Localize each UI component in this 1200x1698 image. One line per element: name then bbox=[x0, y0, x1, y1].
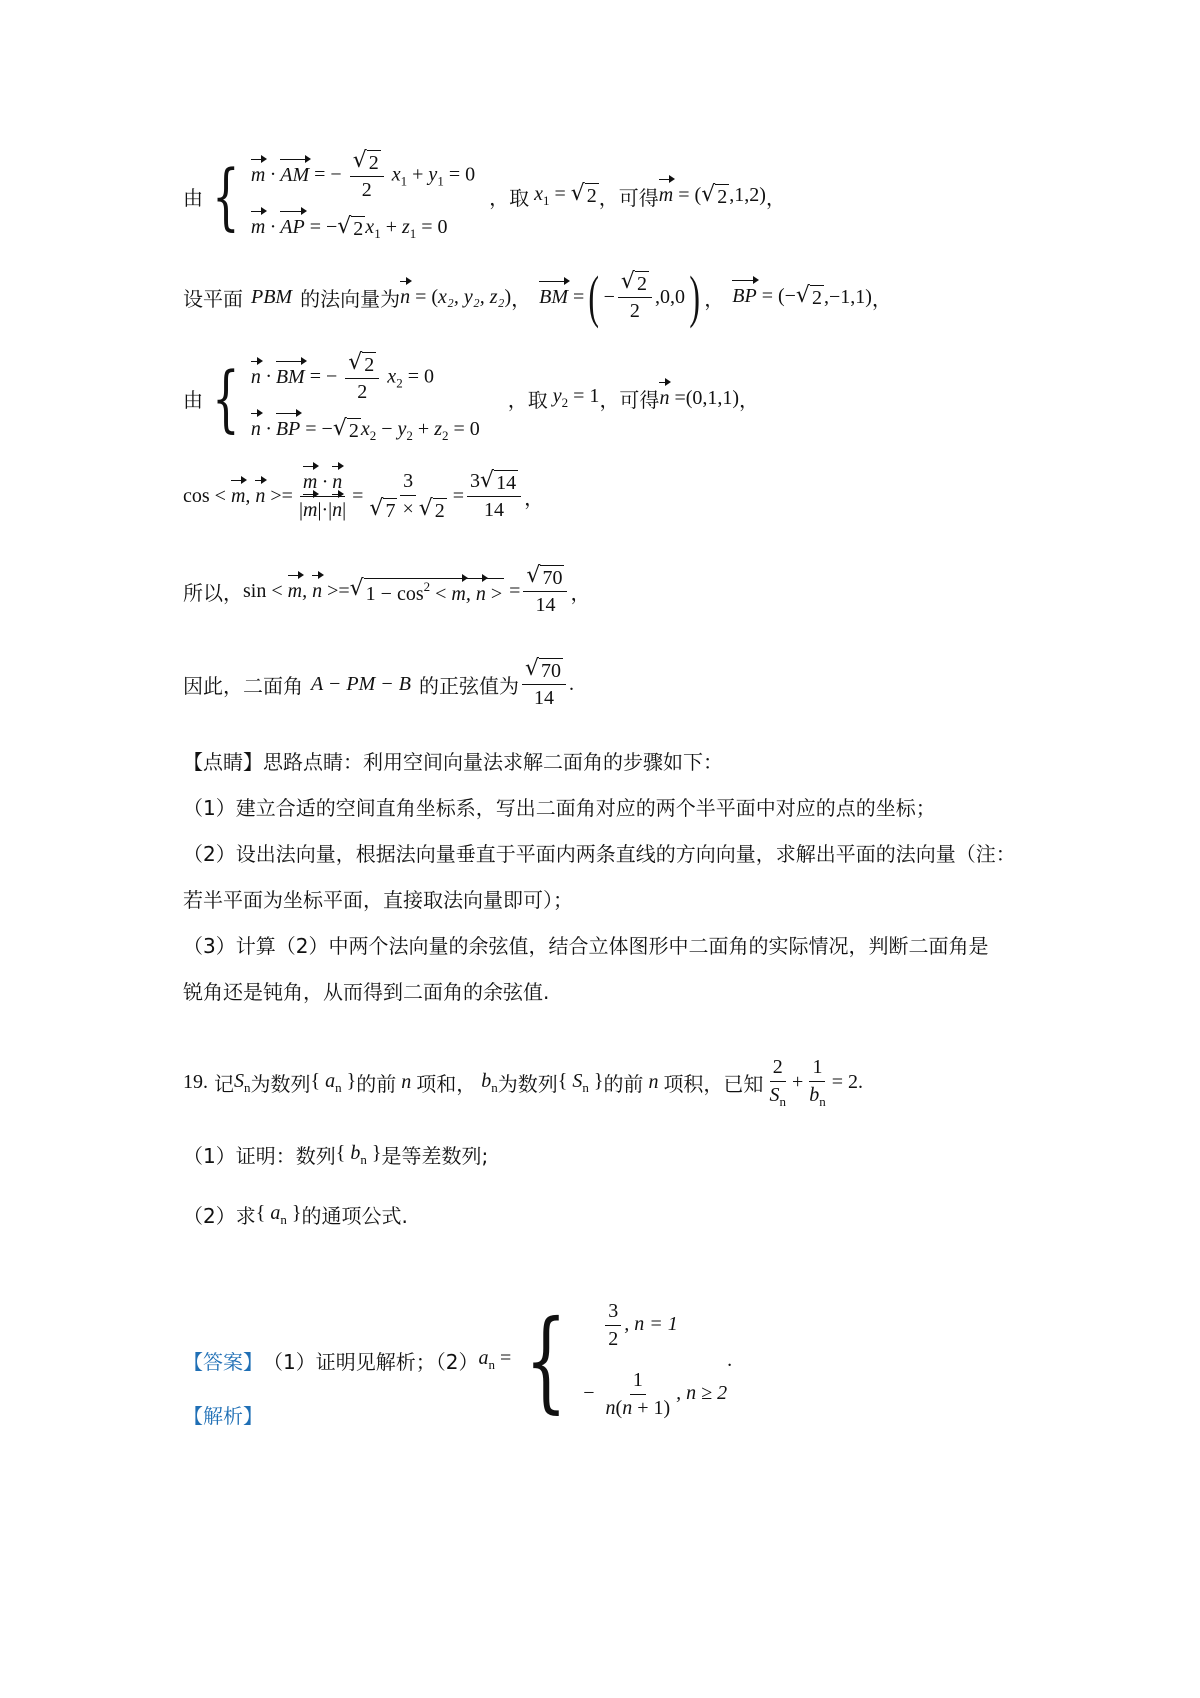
step-1: （1）建立合适的空间直角坐标系，写出二面角对应的两个半平面中对应的点的坐标； bbox=[183, 796, 936, 820]
text-get-n: ，可得 bbox=[599, 387, 660, 412]
text-take-y2: ，取 bbox=[507, 387, 548, 412]
sqrt-expression: √ $1 - \cos^2 < m$, n > bbox=[349, 575, 503, 605]
question-19: 19. 记 $S_n$ 为数列 { $a_n$ } 的前 n 项和， $b_n$ 为数列 { $S_n$ } 的前 n 项积，已知 $\frac{2}{S_n}$ + $\frac{1}{b_n}$ = 2 . bbox=[183, 1056, 863, 1109]
step-2a: （2）设出法向量，根据法向量垂直于平面内两条直线的方向向量，求解出平面的法向量（注： bbox=[183, 842, 1016, 866]
frac-1-over-bn: $\frac{1}{b_n}$ bbox=[809, 1056, 826, 1109]
frac-sqrt70-b: √ 70 14 bbox=[522, 658, 566, 710]
text-you-1: 由 bbox=[183, 185, 203, 210]
conclusion-line: 因此，二面角 A − PM − B 的正弦值为 √ 70 14 . bbox=[183, 656, 574, 709]
frac-3sqrt14: 3 √ 14 14 bbox=[467, 470, 521, 522]
left-brace: { bbox=[212, 154, 240, 238]
frac-2-over-sn: $\frac{2}{S_n}$ bbox=[769, 1056, 786, 1109]
cos-line: cos < m, n >= $\frac{m \cdot n}{|m|\cdot|n|}$ = 3 √ 7 × √ 2 = 3 √ 14 14 ， bbox=[183, 468, 545, 522]
frac-sqrt2-2: √ 2 2 bbox=[350, 150, 384, 202]
answer-piecewise: { $\frac{3}{2}$ , n = 1 − $\frac{1}{n(n + 1)}$ , n ≥ 2 bbox=[525, 1296, 728, 1424]
frac-bm: √ 2 2 bbox=[618, 271, 652, 323]
question-number: 19. bbox=[183, 1071, 208, 1094]
dihedral-angle-name: A − PM − B bbox=[311, 672, 411, 695]
eq-n-bp: n · BP = − √ 2 $x_2 - y_2 + z_2 = 0$ bbox=[250, 416, 480, 443]
text-take-x1: ，取 bbox=[489, 185, 530, 210]
eq-m-am: m · AM = − √ 2 2 $x_1 + y_1 = 0$ bbox=[250, 148, 476, 201]
question-19-part-2: （2）求 { $a_n$ } 的通项公式. bbox=[183, 1201, 408, 1228]
system-m bbox=[203, 150, 475, 242]
dianjing-tag: 【点睛】 bbox=[183, 750, 263, 774]
system-n bbox=[203, 352, 480, 444]
frac-3-over-sqrt: 3 √ 7 × √ 2 bbox=[369, 470, 445, 522]
system-m-line: 由 { m · AM = − √ 2 2 $x_1 + y_1 = 0$ m · AP = − √ 2 $x_1 + z_1 = 0$ ，取 $x_1$ = √ 2 ，可得 m = ( √ 2 ,1,2) ， bbox=[183, 148, 786, 241]
frac-cos: $\frac{m \cdot n}{|m|\cdot|n|}$ bbox=[298, 470, 347, 521]
plane-name: PBM bbox=[251, 285, 293, 308]
frac-sqrt70-a: √ 70 14 bbox=[523, 565, 567, 617]
analysis-tag: 【解析】 bbox=[183, 1404, 263, 1428]
system-n-line: 由 { n · BM = − √ 2 2 $x_2 = 0$ n · BP = − √ 2 $x_2 - y_2 + z_2 = 0$ ，取 $y_2 = 1$ ，可得 n = (0,1,1) ， bbox=[183, 350, 760, 443]
question-19-part-1: （1）证明：数列 { $b_n$ } 是等差数列; bbox=[183, 1141, 489, 1168]
analysis-line bbox=[183, 1400, 263, 1429]
plane-pbm-line: 设平面 PBM 的法向量为 n = ( x₂, y₂, z₂ ) ， BM = ( − √ 2 2 ,0,0 ) ， BP = (− √ 2 ,−1,1 ) ， bbox=[183, 264, 892, 329]
step-3b: 锐角还是钝角，从而得到二面角的余弦值. bbox=[183, 980, 550, 1004]
answer-line: 【答案】 （1）证明见解析；（2） $a_n$ = { $\frac{3}{2}$ , n = 1 − $\frac{1}{n(n + 1)}$ , n ≥ 2 . bbox=[183, 1296, 733, 1424]
text-get-m: ，可得 bbox=[598, 185, 659, 210]
dianjing-text: 思路点睛：利用空间向量法求解二面角的步骤如下： bbox=[263, 750, 723, 774]
answer-text: （1）证明见解析；（2） bbox=[263, 1349, 479, 1374]
text-sine-value: 的正弦值为 bbox=[418, 673, 519, 698]
sin-line: 所以， sin < m, n >= √ $1 - \cos^2 < m$, n > = √ 70 14 ， bbox=[183, 563, 591, 616]
step-2b: 若半平面为坐标平面，直接取法向量即可）； bbox=[183, 888, 573, 912]
step-3a: （3）计算（2）中两个法向量的余弦值，结合立体图形中二面角的实际情况，判断二面角是 bbox=[183, 934, 989, 958]
text-normal-vector: 的法向量为 bbox=[300, 286, 401, 311]
eq-n-bm: n · BM = − √ 2 2 $x_2 = 0$ bbox=[250, 350, 434, 403]
dianjing-line bbox=[183, 746, 723, 775]
text-suoyi: 所以， bbox=[183, 580, 243, 605]
answer-tag: 【答案】 bbox=[183, 1349, 263, 1374]
text-you-2: 由 bbox=[183, 387, 203, 412]
text-yinci: 因此，二面角 bbox=[183, 673, 303, 698]
eq-m-ap: m · AP = − √ 2 $x_1 + z_1 = 0$ bbox=[250, 214, 448, 241]
text-set-plane: 设平面 bbox=[183, 286, 243, 311]
left-brace: { bbox=[212, 356, 240, 440]
